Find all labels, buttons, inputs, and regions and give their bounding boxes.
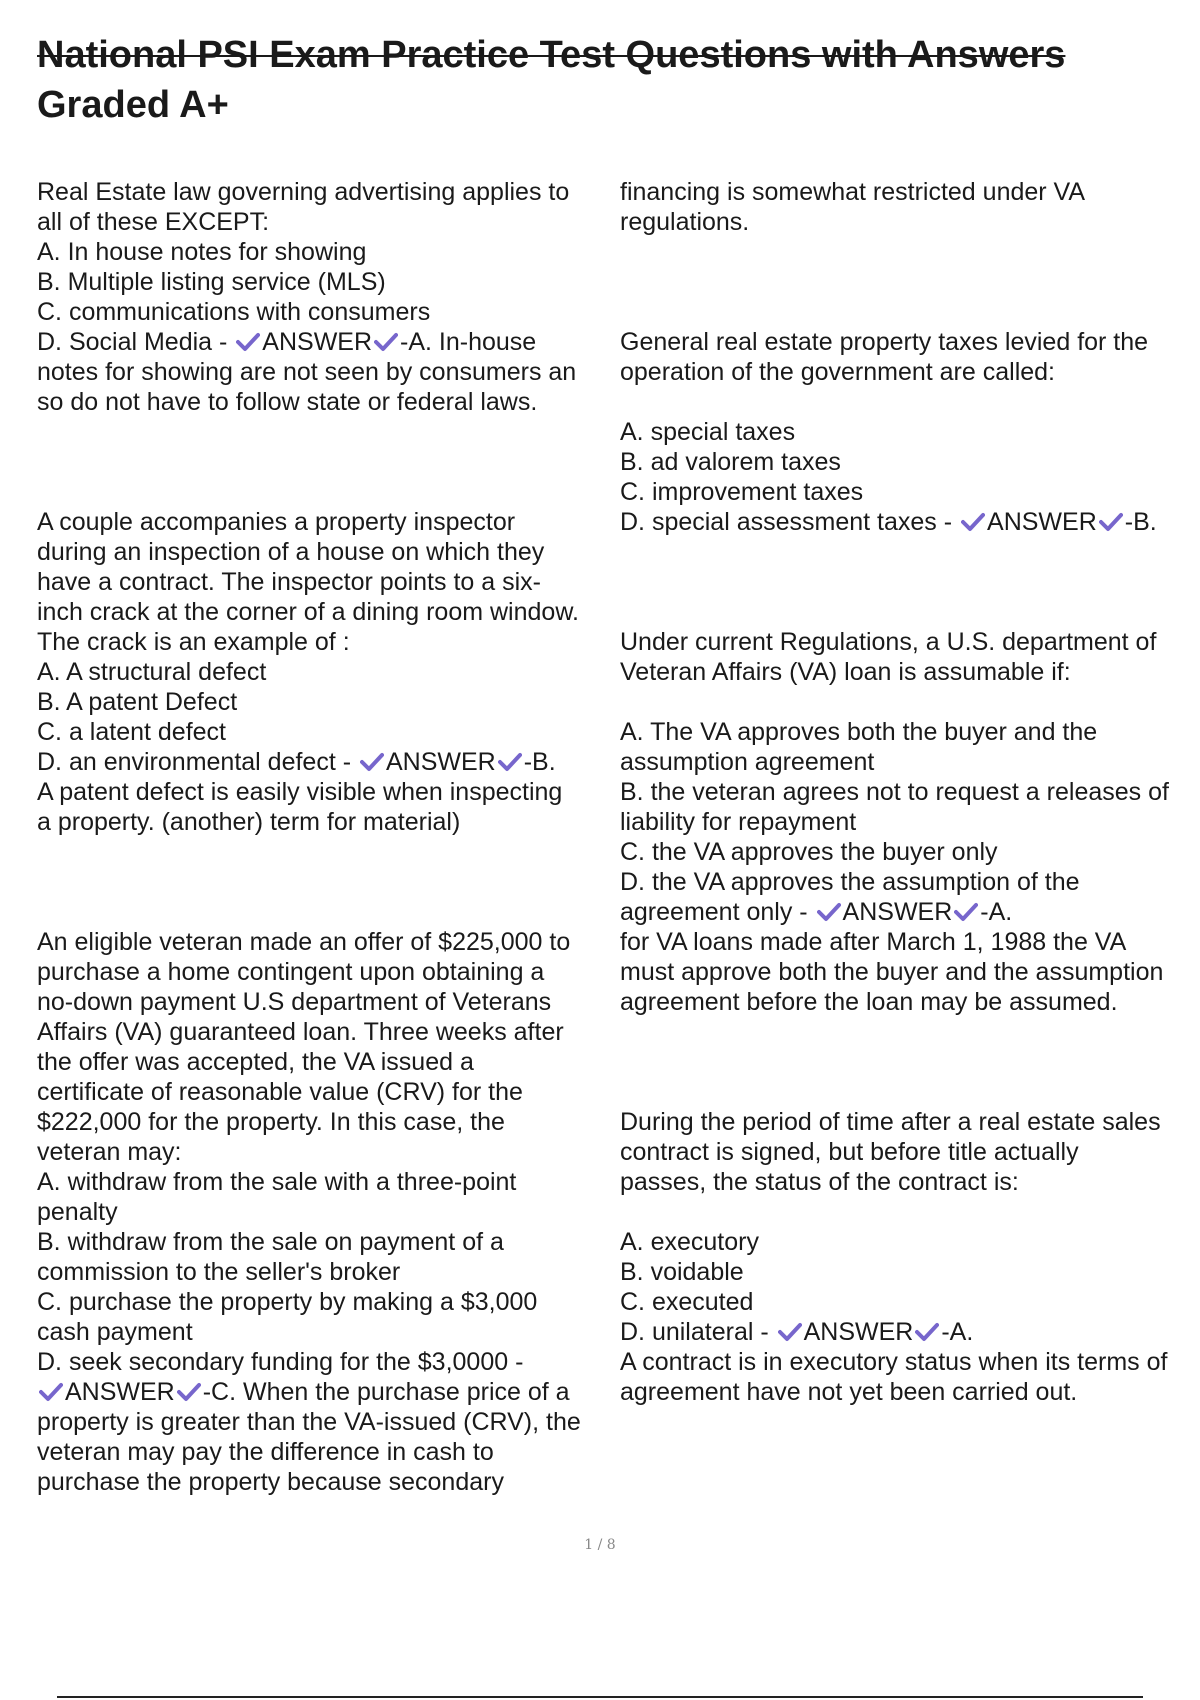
question-options: A. executory B. voidable C. executed bbox=[620, 1228, 759, 1316]
question-stem: An eligible veteran made an offer of $225,000 to purchase a home contingent upon obtaining a no-down payment U.S department of Veterans Affairs (VA) guaranteed loan. Three weeks after the offer was accepted, the VA issued a certificate of reasonable value (CRV) for the $222,000 for the property. In this case, the veteran may: A. withdraw from the sale with a three-point penalty B. withdraw from the sale on payment of a commission to the seller's broker C. purchase the property by making a $3,000 cash payment D. seek secondary funding for the $3,0000 - bbox=[37, 928, 571, 1376]
check-icon bbox=[915, 1322, 939, 1342]
check-icon bbox=[177, 1382, 201, 1402]
answer-line bbox=[37, 1377, 607, 1497]
answer-label: ANSWER bbox=[987, 508, 1097, 536]
question-stem: During the period of time after a real estate sales contract is signed, but before title actually passes, the status of the contract is: bbox=[620, 1108, 1161, 1196]
answer-line bbox=[620, 1317, 1195, 1407]
check-icon bbox=[498, 752, 522, 772]
question-advertising-law bbox=[37, 177, 607, 417]
question-va-assumable bbox=[620, 627, 1195, 1017]
answer-explanation: -B. bbox=[1124, 508, 1157, 536]
question-patent-defect bbox=[37, 507, 607, 837]
check-icon bbox=[360, 752, 384, 772]
answer-line bbox=[620, 507, 1195, 537]
answer-line bbox=[37, 327, 607, 417]
question-contract-status bbox=[620, 1107, 1195, 1407]
question-stem: General real estate property taxes levied for the operation of the government are called: bbox=[620, 328, 1149, 386]
check-icon bbox=[817, 902, 841, 922]
check-icon bbox=[1099, 512, 1123, 532]
page-number: 1 / 8 bbox=[584, 1537, 616, 1553]
option-d-continued: agreement only - bbox=[620, 898, 815, 926]
check-icon bbox=[39, 1382, 63, 1402]
answer-label: ANSWER bbox=[65, 1378, 175, 1406]
question-stem: Real Estate law governing advertising applies to all of these EXCEPT: A. In house notes for showing B. Multiple listing service (MLS) C. communications with consumers bbox=[37, 178, 570, 326]
option-d: D. Social Media - bbox=[37, 328, 235, 356]
answer-line bbox=[37, 747, 607, 837]
answer-label: ANSWER bbox=[842, 898, 953, 926]
document-title bbox=[37, 30, 1177, 130]
question-va-crv bbox=[37, 927, 607, 1497]
answer-explanation: -B. A patent defect is easily visible when inspecting a property. (another) term for material) bbox=[37, 748, 563, 836]
option-d: D. special assessment taxes - bbox=[620, 508, 960, 536]
check-icon bbox=[374, 332, 398, 352]
option-d: D. an environmental defect - bbox=[37, 748, 358, 776]
answer-label: ANSWER bbox=[386, 748, 496, 776]
right-column bbox=[620, 177, 1195, 1407]
answer-explanation: -C. When the purchase price of a property is greater than the VA-issued (CRV), the veteran may pay the difference in cash to purchase the property because secondary bbox=[37, 1378, 581, 1496]
check-icon bbox=[778, 1322, 802, 1342]
answer-line bbox=[620, 897, 1195, 1017]
answer-explanation: -A. A contract is in executory status when its terms of agreement have not yet been carried out. bbox=[620, 1318, 1168, 1406]
answer-label: ANSWER bbox=[262, 328, 373, 356]
title-line-2: Graded A+ bbox=[37, 84, 229, 126]
check-icon bbox=[961, 512, 985, 532]
option-d: D. unilateral - bbox=[620, 1318, 776, 1346]
answer-label: ANSWER bbox=[803, 1318, 914, 1346]
question-options: A. special taxes B. ad valorem taxes C. improvement taxes bbox=[620, 418, 864, 506]
check-icon bbox=[954, 902, 978, 922]
left-column bbox=[37, 177, 607, 1497]
question-options: A. The VA approves both the buyer and the assumption agreement B. the veteran agrees not to request a releases of liability for repayment C. the VA approves the buyer only D. the VA approves the assumption of the bbox=[620, 718, 1169, 896]
answer-explanation: -A. for VA loans made after March 1, 1988 the VA must approve both the buyer and the assumption agreement before the loan may be assumed. bbox=[620, 898, 1164, 1016]
check-icon bbox=[236, 332, 260, 352]
question-stem: A couple accompanies a property inspector during an inspection of a house on which they have a contract. The inspector points to a six- inch crack at the corner of a dining room window. The crack is an example of : A. A structural defect B. A patent Defect C. a latent defect bbox=[37, 508, 579, 746]
footer-rule bbox=[57, 1696, 1143, 1698]
question-property-taxes bbox=[620, 327, 1195, 537]
title-line-1: National PSI Exam Practice Test Questions with Answers bbox=[37, 34, 1066, 76]
continued-explanation: financing is somewhat restricted under VA regulations. bbox=[620, 178, 1086, 236]
answer-explanation: -A. In-house notes for showing are not seen by consumers an so do not have to follow state or federal laws. bbox=[37, 328, 577, 416]
question-stem: Under current Regulations, a U.S. department of Veteran Affairs (VA) loan is assumable if: bbox=[620, 628, 1157, 686]
